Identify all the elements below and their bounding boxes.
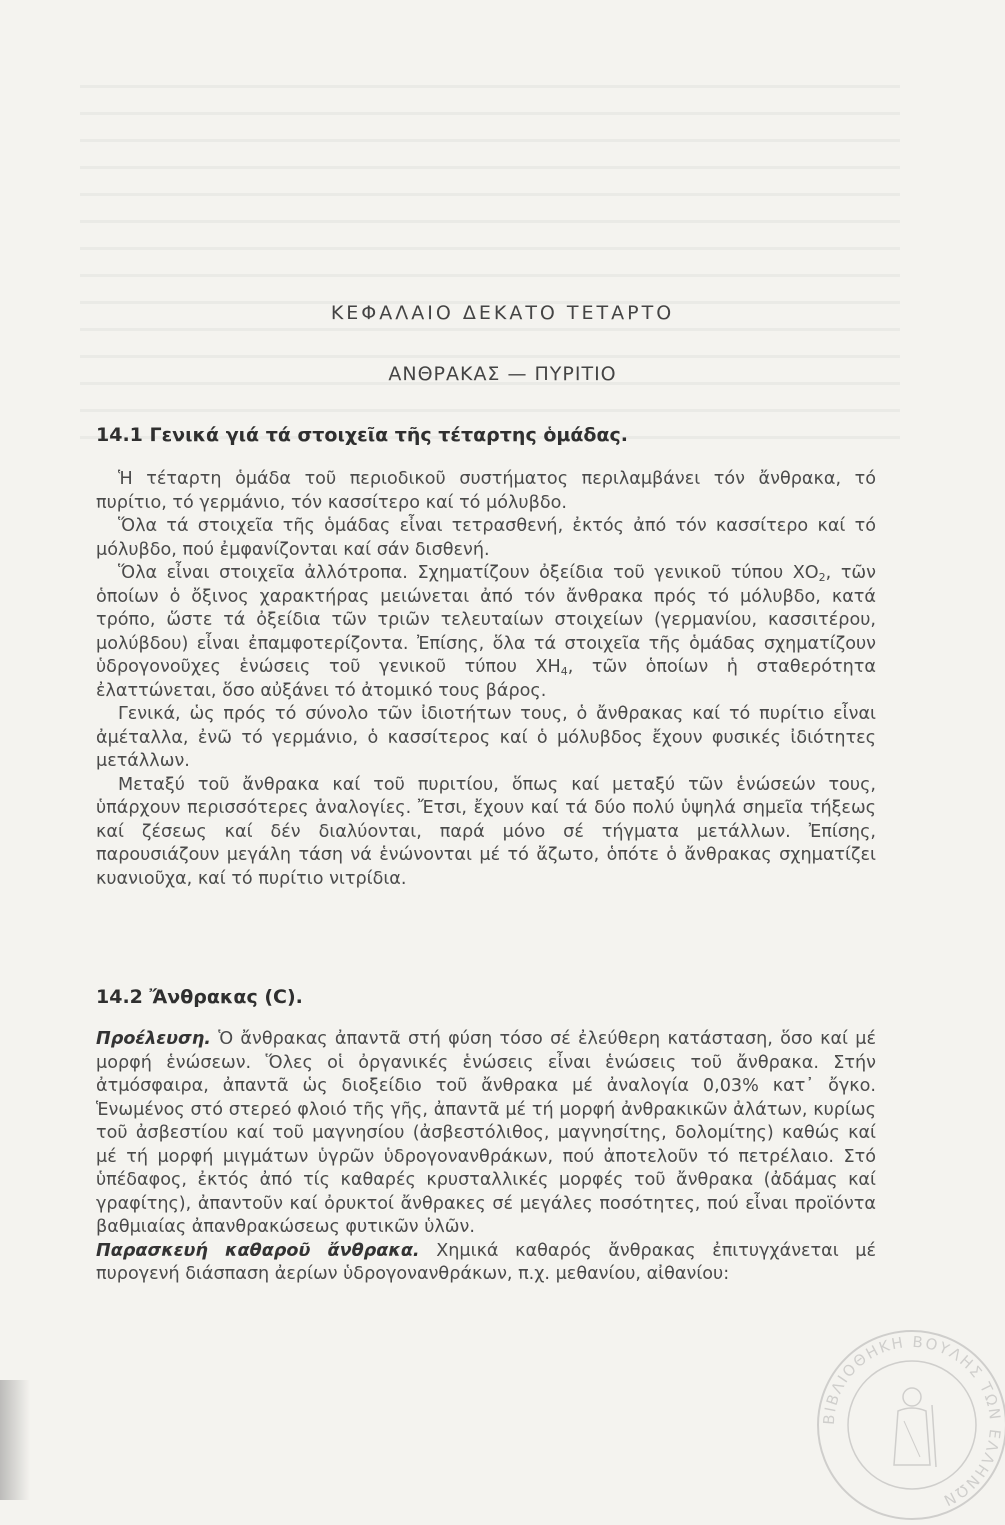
paragraph bbox=[96, 1240, 876, 1287]
show-through-shadow bbox=[80, 85, 900, 445]
run-in-heading: Προέλευση. bbox=[96, 1029, 211, 1049]
library-stamp bbox=[812, 1325, 1005, 1525]
subscript: 2 bbox=[818, 571, 826, 584]
chapter-number-heading: ΚΕΦΑΛΑΙΟ ΔΕΚΑΤΟ ΤΕΤΑΡΤΟ bbox=[330, 302, 675, 324]
paragraph: Γενικά, ὡς πρός τό σύνολο τῶν ἰδιοτήτων τους, ὁ ἄνθρακας καί τό πυρίτιο εἶναι ἀμέταλλα, ἐνῶ τό γερμάνιο, ὁ κασσίτερος καί ὁ μόλυβδος ἔχουν φυσικές ἰδιότητες μετάλλων. bbox=[96, 704, 876, 771]
paragraph-text: Ὅλα εἶναι στοιχεῖα ἀλλότροπα. Σχηματίζουν ὀξείδια τοῦ γενικοῦ τύπου ΧΟ bbox=[118, 563, 819, 583]
paragraph-text: , τῶν ὁποίων ἡ σταθερότητα ἐλαττώνεται, ὅσο αὐξάνει τό ἀτομικό τους βάρος. bbox=[96, 657, 876, 701]
run-in-heading: Παρασκευή καθαροῦ ἄνθρακα. bbox=[96, 1240, 420, 1261]
paragraph-text: Χημικά καθαρός ἄνθρακας ἐπιτυγχάνεται μέ πυρογενή διάσπαση ἀερίων ὑδρογονανθράκων, π.χ. μεθανίου, αἰθανίου: bbox=[96, 1240, 876, 1284]
page-edge-shadow bbox=[0, 1380, 30, 1500]
paragraph bbox=[96, 562, 876, 703]
chapter-title: ΑΝΘΡΑΚΑΣ — ΠΥΡΙΤΙΟ bbox=[388, 363, 617, 385]
paragraph-text: Ὁ ἄνθρακας ἀπαντᾶ στή φύση τόσο σέ ἐλεύθερη κατάσταση, ὅσο καί μέ μορφή ἑνώσεων. Ὅλες οἱ ὀργανικές ἑνώσεις εἶναι ἑνώσεις τοῦ ἄνθρακα. Στήν ἀτμόσφαιρα, ἀπαντᾶ ὡς διοξείδιο τοῦ ἄνθρακα μέ ἀναλογία 0,03% κατ᾽ ὄγκο. Ἑνωμένος στό στερεό φλοιό τῆς γῆς, ἀπαντᾶ μέ τή μορφή ἀνθρακικῶν ἀλάτων, κυρίως τοῦ ἀσβεστίου καί τοῦ μαγνησίου (ἀσβεστόλιθος, μαγνησίτης, δολομίτης) καθώς καί μέ τή μορφή μιγμάτων ὑγρῶν ὑδρογονανθράκων, πού ἀποτελοῦν τό πετρέλαιο. Στό ὑπέδαφος, ἐκτός ἀπό τίς καθαρές κρυσταλλικές μορφές τοῦ ἄνθρακα (ἀδάμας καί γραφίτης), ἀπαντοῦν καί ὀρυκτοί ἄνθρακες σέ μεγάλες ποσότητες, πού εἶναι προϊόντα βαθμιαίας ἀπανθρακώσεως φυτικῶν ὑλῶν. bbox=[96, 1029, 876, 1237]
section-14-2-body bbox=[96, 1028, 876, 1287]
subscript: 4 bbox=[560, 665, 568, 678]
paragraph-text: , τῶν ὁποίων ὁ ὄξινος χαρακτήρας μειώνεται ἀπό τόν ἄνθρακα πρός τό μόλυβδο, κατά τρόπο, ὥστε τά ὀξείδια τῶν τριῶν τελευταίων στοιχείων (γερμανίου, κασσιτέρου, μολύβδου) εἶναι ἐπαμφοτερίζοντα. Ἐπίσης, ὅλα τά στοιχεῖα τῆς ὁμάδας σχηματίζουν ὑδρογονοῦχες ἑνώσεις τοῦ γενικοῦ τύπου ΧΗ bbox=[96, 563, 876, 677]
paragraph bbox=[96, 1028, 876, 1240]
section-heading-14-2: 14.2 Ἄνθρακας (C). bbox=[96, 986, 303, 1008]
paragraph: Μεταξύ τοῦ ἄνθρακα καί τοῦ πυριτίου, ὅπως καί μεταξύ τῶν ἑνώσεών τους, ὑπάρχουν περισσότερες ἀναλογίες. Ἔτσι, ἔχουν καί τά δύο πολύ ὑψηλά σημεῖα τήξεως καί ζέσεως καί δέν διαλύονται, παρά μόνο σέ τήγματα μετάλλων. Ἐπίσης, παρουσιάζουν μεγάλη τάση νά ἑνώνονται μέ τό ἄζωτο, ὁπότε ὁ ἄνθρακας σχηματίζει κυανιοῦχα, καί τό πυρίτιο νιτρίδια. bbox=[96, 774, 876, 889]
paragraph: Ἡ τέταρτη ὁμάδα τοῦ περιοδικοῦ συστήματος περιλαμβάνει τόν ἄνθρακα, τό πυρίτιο, τό γερμάνιο, τόν κασσίτερο καί τό μόλυβδο. bbox=[96, 469, 876, 513]
stamp-inner-ring bbox=[848, 1361, 976, 1489]
section-14-1-body bbox=[96, 468, 876, 891]
stamp-text: ΒΙΒΛΙΟΘΗΚΗ ΒΟΥΛΗΣ ΤΩΝ ΕΛΛΗΝΩΝ bbox=[819, 1332, 1005, 1511]
paragraph: Ὅλα τά στοιχεῖα τῆς ὁμάδας εἶναι τετρασθενή, ἐκτός ἀπό τόν κασσίτερο καί τό μόλυβδο, πού ἐμφανίζονται καί σάν δισθενή. bbox=[96, 516, 876, 560]
stamp-outer-ring bbox=[818, 1331, 1005, 1519]
section-heading-14-1: 14.1 Γενικά γιά τά στοιχεῖα τῆς τέταρτης ὁμάδας. bbox=[96, 424, 628, 446]
stamp-figure-icon bbox=[894, 1388, 936, 1467]
